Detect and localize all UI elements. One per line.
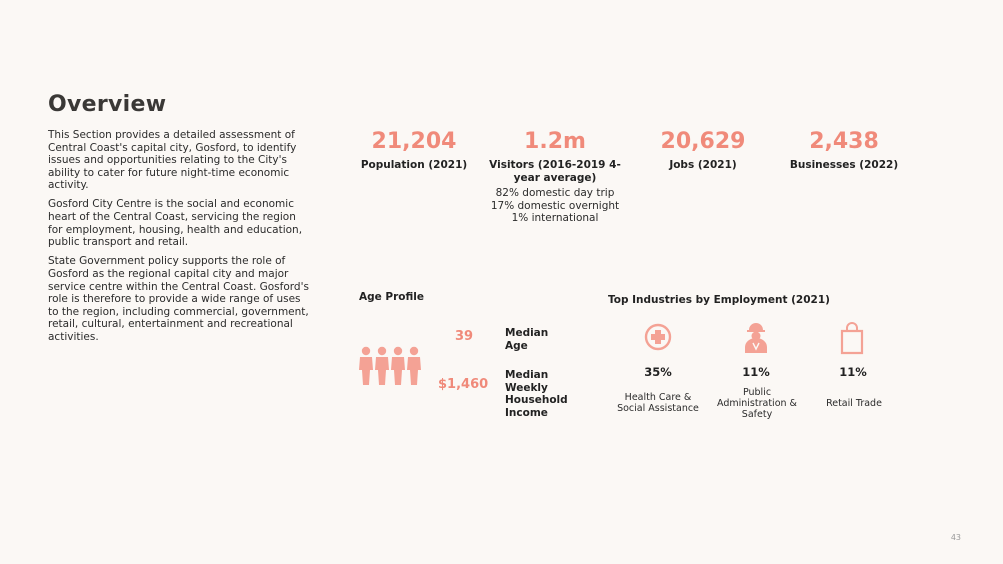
medical-cross-icon [644, 323, 672, 351]
median-income-label: Median Weekly Household Income [505, 369, 568, 419]
intro-paragraph: This Section provides a detailed assessment of Central Coast's capital city, Gosford, to identify issues and opportunities relating to the City's ability to cater for future night-time economic activity. [48, 129, 297, 192]
stat-label: Visitors (2016-2019 4-year average) [489, 159, 621, 184]
intro-paragraph: Gosford City Centre is the social and economic heart of the Central Coast, servicing the region for employment, housing, health and education, public transport and retail. [48, 198, 303, 249]
intro-text [48, 129, 310, 350]
intro-paragraph: State Government policy supports the role of Gosford as the regional capital city and major service centre within the Central Coast. Gosford's role is therefore to provide a wide range of uses to the region, including commercial, government, retail, cultural, entertainment and recreational activities. [48, 255, 309, 343]
industry-pct: 11% [742, 365, 770, 379]
stat-value: 2,438 [809, 129, 879, 154]
worker-icon [742, 321, 770, 353]
median-age-label: Median Age [505, 327, 549, 352]
stat-visitors [484, 129, 626, 225]
stat-value: 21,204 [371, 129, 457, 154]
stat-population [358, 129, 470, 172]
industries-heading: Top Industries by Employment (2021) [608, 294, 830, 306]
stat-sub-line: 17% domestic overnight [490, 199, 620, 212]
stat-label: Population (2021) [360, 159, 468, 171]
median-age-value: 39 [455, 329, 474, 344]
page-number: 43 [950, 533, 961, 542]
shopping-bag-icon [839, 321, 865, 355]
stat-label: Businesses (2022) [789, 159, 899, 171]
stat-businesses [786, 129, 902, 172]
stat-sub [484, 187, 626, 225]
stat-sub-line: 1% international [511, 212, 599, 224]
stat-value: 1.2m [524, 129, 586, 154]
median-income-value: $1,460 [438, 377, 489, 392]
industry-label: Retail Trade [826, 398, 882, 409]
industry-pct: 11% [839, 365, 867, 379]
family-icon [358, 346, 424, 386]
stat-value: 20,629 [660, 129, 746, 154]
stat-jobs [648, 129, 758, 172]
industry-label: Public Administration & Safety [717, 387, 797, 420]
industry-pct: 35% [644, 365, 672, 379]
industry-label: Health Care & Social Assistance [617, 392, 699, 414]
page-title: Overview [48, 92, 167, 117]
age-profile-heading: Age Profile [359, 291, 425, 303]
stat-sub-line: 82% domestic day trip [495, 187, 615, 199]
stat-label: Jobs (2021) [669, 159, 737, 171]
